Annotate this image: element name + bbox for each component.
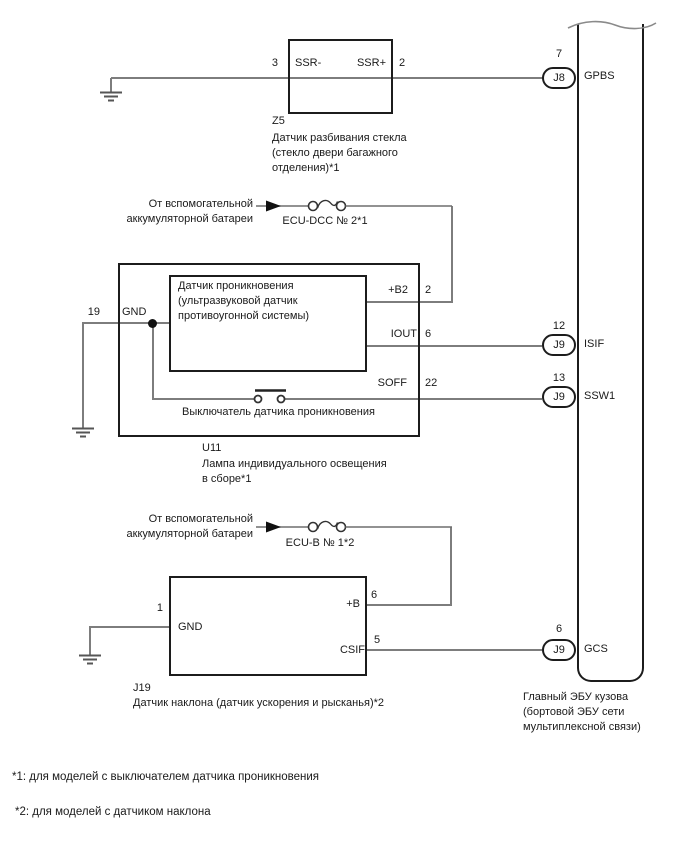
ground-icon [99,91,123,104]
pin-label-b: +B [346,598,360,610]
pin-number: 5 [374,634,381,646]
main-ecu-bus [577,24,644,682]
pin-label-b2: +B2 [388,284,408,296]
wire-b-tilt [367,604,452,606]
connector-pin-number: 6 [555,623,563,635]
ground-stem [110,78,112,92]
footnote-2: *2: для моделей с датчиком наклона [15,806,211,818]
component-id-z5: Z5 [272,115,285,127]
pin-number: 19 [87,306,100,318]
component-name-u11: Лампа индивидуального освещения в сборе*1 [202,458,387,485]
pin-number: 22 [425,377,438,389]
connector-pin-number: 13 [552,372,566,384]
junction-dot [148,319,157,328]
break-line-icon [566,17,658,35]
power-arrow-icon [266,201,281,212]
pin-number: 2 [399,57,406,69]
signal-label-isif: ISIF [584,338,605,350]
pin-number: 1 [156,602,163,614]
power-source-label: От вспомогательной аккумуляторной батареи [126,198,253,225]
connector-oval-j9-ssw1: J9 [542,386,576,408]
switch-label: Выключатель датчика проникновения [182,406,375,418]
pin-number: 2 [425,284,432,296]
wire-gnd-tilt-drop [89,626,91,655]
fuse-label-ecu-b: ECU-B № 1*2 [285,537,355,549]
footnote-1: *1: для моделей с выключателем датчика проникновения [12,771,320,783]
component-id-u11: U11 [202,442,222,454]
signal-label-gpbs: GPBS [584,70,615,82]
fuse-label-ecu-dcc: ECU-DCC № 2*1 [282,215,368,227]
component-id-j19: J19 [133,682,151,694]
pin-label-gnd: GND [122,306,147,318]
wire-top-fuse-drop [451,206,453,302]
pin-label-ssr-minus: SSR- [295,57,322,69]
pin-label-ssr-plus: SSR+ [356,57,386,69]
component-name-z5: Датчик разбивания стекла (стекло двери багажного отделения)*1 [272,132,407,174]
signal-label-ssw1: SSW1 [584,390,616,402]
signal-label-gcs: GCS [584,643,608,655]
pin-label-iout: IOUT [390,328,417,340]
main-ecu-name: Главный ЭБУ кузова (бортовой ЭБУ сети мультиплексной связи) [523,691,641,733]
wire-gnd-u11-drop [82,322,84,428]
power-source-label: От вспомогательной аккумуляторной батареи [126,513,253,540]
pin-number: 6 [425,328,432,340]
pin-label-gnd: GND [178,621,203,633]
ground-icon [78,654,102,667]
pin-number: 6 [371,589,378,601]
ground-icon [71,427,95,440]
wire-gnd-tilt [90,626,169,628]
z5-box [288,39,393,114]
pin-number: 3 [271,57,278,69]
pin-label-soff: SOFF [377,377,407,389]
pin-label-csif: CSIF [339,644,365,656]
wire-csif [367,649,542,651]
connector-oval-j9-gcs: J9 [542,639,576,661]
power-arrow-icon [266,522,281,533]
connector-oval-j9-isif: J9 [542,334,576,356]
connector-oval-j8: J8 [542,67,576,89]
connector-pin-number: 12 [552,320,566,332]
connector-pin-number: 7 [555,48,563,60]
switch-icon [248,384,292,406]
intrusion-sensor-name: Датчик проникновения (ультразвуковой датчик противоугонной системы) [178,280,310,322]
component-name-j19: Датчик наклона (датчик ускорения и рысканья)*2 [133,697,385,709]
